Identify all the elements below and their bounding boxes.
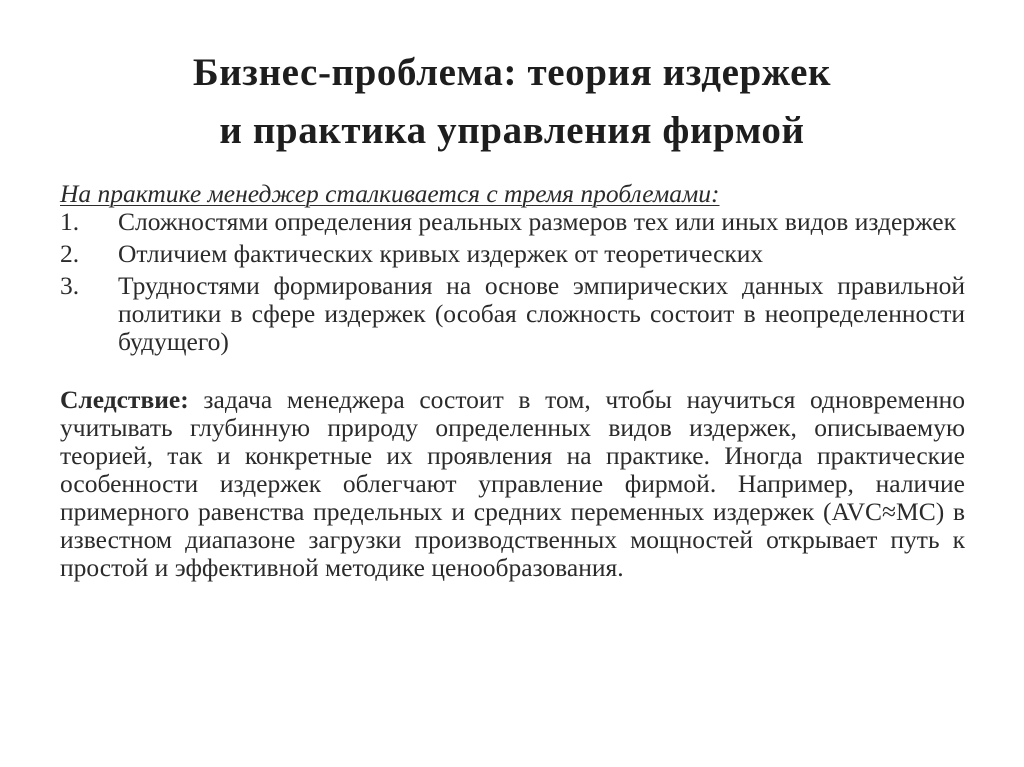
- list-item-text: Отличием фактических кривых издержек от теоретических: [118, 239, 764, 268]
- list-item-number: 3.: [60, 271, 80, 300]
- list-item: [60, 272, 965, 356]
- list-item-number: 1.: [60, 207, 80, 236]
- consequence-label: Следствие:: [60, 385, 189, 414]
- list-item-text: Трудностями формирования на основе эмпирических данных правильной политики в сфере издержек (особая сложность состоит в неопределенности будущего): [118, 271, 965, 356]
- problems-list: [60, 208, 965, 356]
- title-line-1: Бизнес-проблема: теория издержек: [192, 51, 832, 94]
- consequence-paragraph: [60, 386, 965, 582]
- list-item-number: 2.: [60, 239, 80, 268]
- list-item-text: Сложностями определения реальных размеров тех или иных видов издержек: [118, 207, 957, 236]
- slide-title: [40, 44, 984, 160]
- list-item: [60, 208, 965, 236]
- slide-content: [60, 180, 965, 608]
- title-line-2: и практика управления фирмой: [219, 109, 805, 152]
- intro-text: На практике менеджер сталкивается с тремя проблемами:: [60, 179, 720, 208]
- list-item: [60, 240, 965, 268]
- consequence-text: задача менеджера состоит в том, чтобы научиться одновременно учитывать глубинную природу определенных видов издержек, описываемую теорией, так и конкретные их проявления на практике. Иногда практические особенности издержек облегчают управление фирмой. Например, наличие примерного равенства предельных и средних переменных издержек (AVC≈MC) в известном диапазоне загрузки производственных мощностей открывает путь к простой и эффективной методике ценообразования.: [60, 385, 965, 582]
